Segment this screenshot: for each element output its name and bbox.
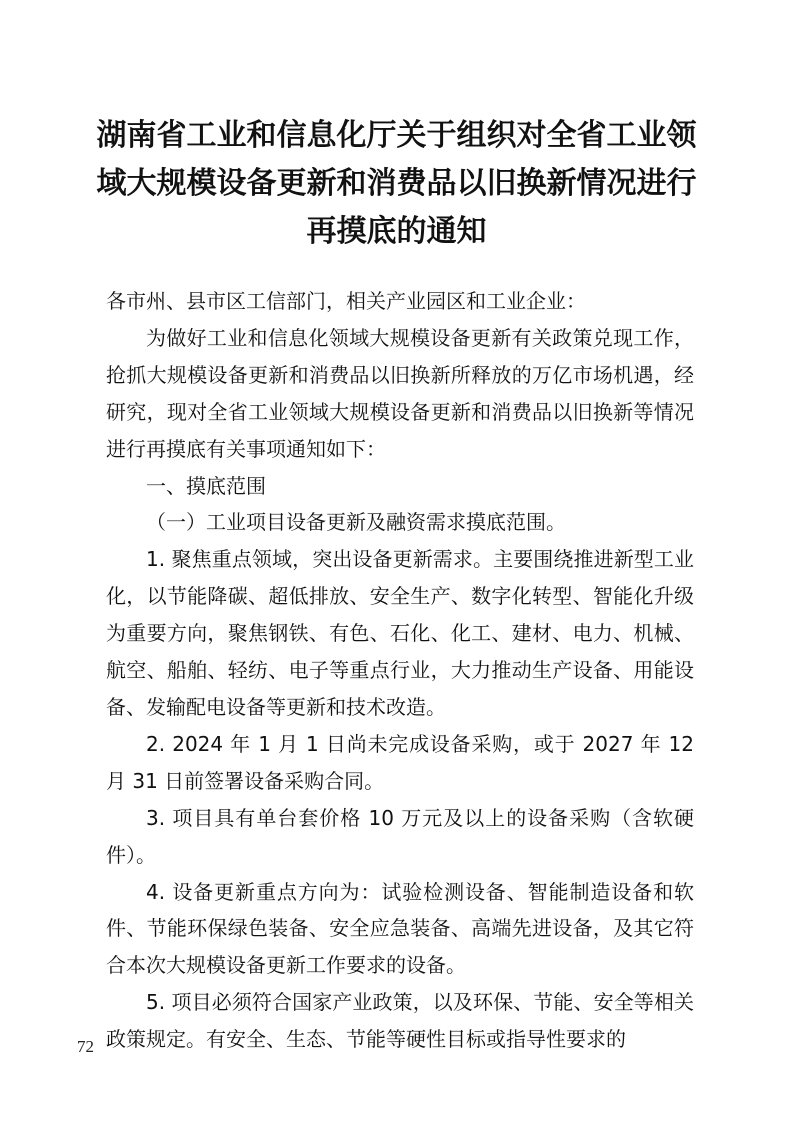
document-title — [96, 112, 697, 256]
salutation: 各市州、县市区工信部门，相关产业园区和工业企业： — [106, 289, 586, 313]
title-line-2: 域大规模设备更新和消费品以旧换新情况进行 — [96, 166, 697, 201]
paragraph-item-5: 5. 项目必须符合国家产业政策，以及环保、节能、安全等相关政策规定。有安全、生态、节能等硬性目标或指导性要求的 — [106, 990, 694, 1052]
page-number: 72 — [77, 1037, 94, 1056]
title-line-1: 湖南省工业和信息化厅关于组织对全省工业领 — [96, 118, 697, 153]
title-line-3: 再摸底的通知 — [306, 214, 487, 249]
paragraph-item-3: 3. 项目具有单台套价格 10 万元及以上的设备采购（含软硬件）。 — [106, 805, 694, 867]
section-heading-scope: 一、摸底范围 — [146, 473, 266, 498]
paragraph-item-2: 2. 2024 年 1 月 1 日尚未完成设备采购，或于 2027 年 12 月 31 日前签署设备采购合同。 — [106, 731, 694, 793]
paragraph-item-1: 1. 聚焦重点领域，突出设备更新需求。主要围绕推进新型工业化，以节能降碳、超低排放、安全生产、数字化转型、智能化升级为重要方向，聚焦钢铁、有色、石化、化工、建材、电力、机械、航空、船舶、轻纺、电子等重点行业，大力推动生产设备、用能设备、发输配电设备等更新和技术改造。 — [106, 547, 694, 719]
subsection-heading-project-scope: （一）工业项目设备更新及融资需求摸底范围。 — [146, 510, 566, 535]
document-body — [106, 283, 694, 1058]
paragraph-intro: 为做好工业和信息化领域大规模设备更新有关政策兑现工作，抢抓大规模设备更新和消费品以旧换新所释放的万亿市场机遇，经研究，现对全省工业领域大规模设备更新和消费品以旧换新等情况进行再摸底有关事项通知如下： — [106, 325, 694, 461]
paragraph-item-4: 4. 设备更新重点方向为：试验检测设备、智能制造设备和软件、节能环保绿色装备、安全应急装备、高端先进设备，及其它符合本次大规模设备更新工作要求的设备。 — [106, 879, 694, 978]
